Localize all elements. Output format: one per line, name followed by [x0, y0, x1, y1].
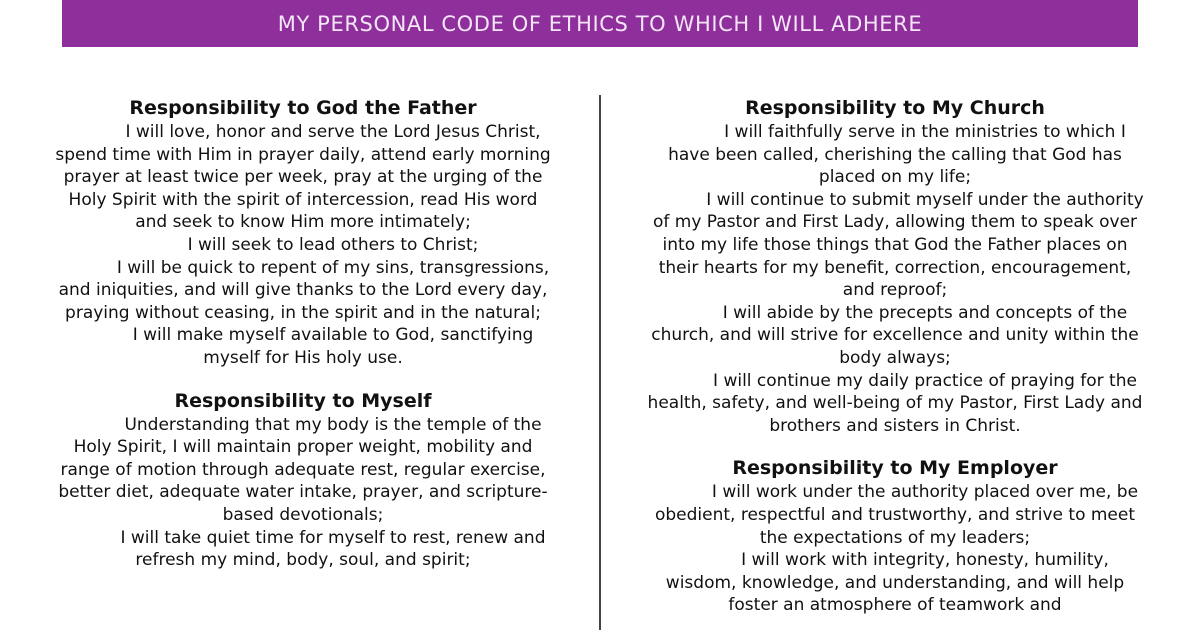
right-column: [645, 95, 1145, 635]
left-column: [53, 95, 553, 590]
paragraph: I will love, honor and serve the Lord Jesus Christ, spend time with Him in prayer daily, attend early morning prayer at least twice per week, pray at the urging of the Holy Spirit with the spirit of intercession, read His word and seek to know Him more intimately;: [55, 122, 551, 233]
page-title: MY PERSONAL CODE OF ETHICS TO WHICH I WILL ADHERE: [277, 11, 923, 36]
section-my-church: [645, 95, 1145, 437]
section-my-employer: [645, 455, 1145, 617]
paragraph: Understanding that my body is the temple of the Holy Spirit, I will maintain proper weight, mobility and range of motion through adequate rest, regular exercise, better diet, adequate water intake, prayer, and scripture-based devotionals;: [58, 414, 548, 525]
paragraph: I will work with integrity, honesty, humility, wisdom, knowledge, and understanding, and will help foster an atmosphere of teamwork and: [665, 550, 1125, 616]
paragraph: I will faithfully serve in the ministries to which I have been called, cherishing the calling that God has placed on my life;: [668, 122, 1126, 188]
column-divider: [599, 95, 601, 630]
paragraph: I will work under the authority placed over me, be obedient, respectful and trustworthy, and strive to meet the expectations of my leaders;: [654, 482, 1139, 548]
page-banner: [62, 0, 1138, 47]
paragraph: I will abide by the precepts and concepts of the church, and will strive for excellence and unity within the body always;: [651, 302, 1139, 368]
paragraph: I will make myself available to God, sanctifying myself for His holy use.: [132, 325, 534, 368]
section-god-the-father: [53, 95, 553, 370]
paragraph: I will continue to submit myself under the authority of my Pastor and First Lady, allowing them to speak over into my life those things that God the Father places on their hearts for my benefit, correction, encouragement, and reproof;: [652, 189, 1144, 301]
section-heading: Responsibility to My Church: [745, 97, 1045, 119]
paragraph: I will be quick to repent of my sins, transgressions, and iniquities, and will give thanks to the Lord every day, praying without ceasing, in the spirit and in the natural;: [58, 257, 550, 323]
paragraph: I will take quiet time for myself to rest, renew and refresh my mind, body, soul, and spirit;: [120, 527, 546, 571]
paragraph: I will seek to lead others to Christ;: [187, 234, 479, 255]
section-myself: [53, 388, 553, 572]
section-heading: Responsibility to Myself: [174, 389, 432, 412]
section-heading: Responsibility to God the Father: [129, 97, 477, 119]
paragraph: I will continue my daily practice of praying for the health, safety, and well-being of my Pastor, First Lady and brothers and sisters in Christ.: [647, 370, 1143, 436]
section-heading: Responsibility to My Employer: [732, 457, 1058, 480]
